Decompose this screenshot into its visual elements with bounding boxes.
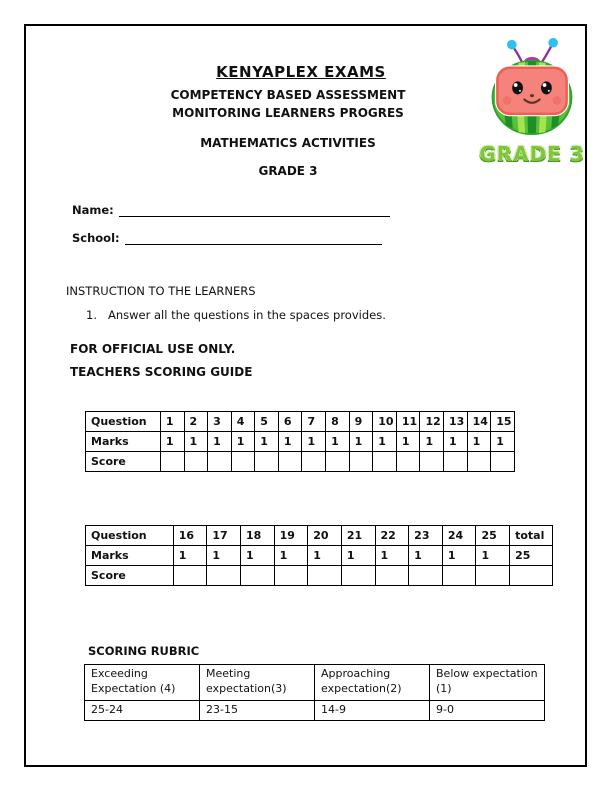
table-cell: Approaching expectation(2) (315, 665, 430, 701)
table-cell (326, 452, 350, 472)
table-cell (308, 566, 342, 586)
table-row (85, 665, 545, 701)
table-cell (207, 566, 241, 586)
school-write-line[interactable] (125, 232, 382, 245)
table-cell: 1 (160, 412, 184, 432)
table-cell: 1 (255, 432, 279, 452)
table-cell: 6 (278, 412, 302, 432)
table-cell: 25 (476, 526, 510, 546)
table-cell: 9 (349, 412, 373, 432)
table-cell (208, 452, 232, 472)
table-cell: 1 (274, 546, 308, 566)
table-cell (255, 452, 279, 472)
table-cell: 1 (326, 432, 350, 452)
table-row (86, 566, 553, 586)
table-cell (341, 566, 375, 586)
table-cell: 22 (375, 526, 409, 546)
table-cell (173, 566, 207, 586)
row-label-cell: Question (86, 526, 174, 546)
assessment-line: COMPETENCY BASED ASSESSMENT (170, 88, 406, 102)
table-cell: 25-24 (85, 701, 200, 721)
table-cell: 5 (255, 412, 279, 432)
instruction-text: Answer all the questions in the spaces provides. (108, 308, 386, 322)
row-label-cell: Marks (86, 432, 161, 452)
table-cell: 1 (240, 546, 274, 566)
table-cell: 10 (373, 412, 397, 432)
table-cell (302, 452, 326, 472)
score-table-q1-15 (85, 411, 515, 472)
table-cell: 23-15 (200, 701, 315, 721)
table-row (86, 412, 515, 432)
official-use-heading: FOR OFFICIAL USE ONLY. (70, 342, 236, 356)
table-cell: 24 (442, 526, 476, 546)
instruction-number: 1. (86, 308, 97, 322)
watermelon-character-icon (479, 36, 585, 136)
school-field (72, 231, 382, 245)
table-cell (396, 452, 420, 472)
grade-title: GRADE 3 (258, 164, 318, 178)
row-label-cell: Score (86, 452, 161, 472)
table-cell: 7 (302, 412, 326, 432)
table-cell: 1 (184, 432, 208, 452)
table-cell: 16 (173, 526, 207, 546)
table-cell: 3 (208, 412, 232, 432)
table-cell: 2 (184, 412, 208, 432)
table-cell (409, 566, 443, 586)
table-cell: 1 (375, 546, 409, 566)
table-cell: 12 (420, 412, 444, 432)
table-cell: 19 (274, 526, 308, 546)
table-cell (467, 452, 491, 472)
table-cell: 14-9 (315, 701, 430, 721)
table-cell: 1 (467, 432, 491, 452)
logo-block (476, 36, 588, 166)
table-cell: 23 (409, 526, 443, 546)
table-cell: 1 (409, 546, 443, 566)
table-cell: total (510, 526, 553, 546)
table-cell (375, 566, 409, 586)
table-row (86, 432, 515, 452)
monitoring-line: MONITORING LEARNERS PROGRES (172, 106, 404, 120)
header-block (60, 63, 516, 178)
scoring-guide-heading: TEACHERS SCORING GUIDE (70, 365, 253, 379)
table-cell (274, 566, 308, 586)
table-cell: 18 (240, 526, 274, 546)
table-cell: 1 (308, 546, 342, 566)
table-cell (231, 452, 255, 472)
score-table-q16-25 (85, 525, 553, 586)
table-cell (278, 452, 302, 472)
school-label: School: (72, 231, 120, 245)
table-cell (444, 452, 468, 472)
table-cell: 20 (308, 526, 342, 546)
table-cell: 1 (208, 432, 232, 452)
table-cell: 1 (349, 432, 373, 452)
table-cell: 4 (231, 412, 255, 432)
exam-title: KENYAPLEX EXAMS (216, 63, 386, 81)
instructions-heading: INSTRUCTION TO THE LEARNERS (66, 284, 256, 298)
scoring-rubric-table (84, 664, 545, 721)
name-label: Name: (72, 203, 114, 217)
scoring-rubric-heading: SCORING RUBRIC (88, 644, 200, 658)
name-write-line[interactable] (119, 204, 390, 217)
table-cell: 1 (160, 432, 184, 452)
table-cell: 1 (476, 546, 510, 566)
table-cell: 11 (396, 412, 420, 432)
table-cell: 1 (442, 546, 476, 566)
table-row (86, 452, 515, 472)
name-field (72, 203, 390, 217)
table-cell (184, 452, 208, 472)
table-cell: 1 (341, 546, 375, 566)
table-cell: 1 (207, 546, 241, 566)
table-cell: 13 (444, 412, 468, 432)
table-cell: 1 (231, 432, 255, 452)
table-cell (373, 452, 397, 472)
table-cell: 21 (341, 526, 375, 546)
table-cell: 1 (373, 432, 397, 452)
table-row (86, 526, 553, 546)
table-cell: 14 (467, 412, 491, 432)
table-cell (442, 566, 476, 586)
table-cell: 8 (326, 412, 350, 432)
table-cell (476, 566, 510, 586)
table-cell: Exceeding Expectation (4) (85, 665, 200, 701)
table-row (86, 546, 553, 566)
table-cell (160, 452, 184, 472)
table-cell (240, 566, 274, 586)
instruction-item (86, 308, 386, 322)
table-cell: 1 (491, 432, 515, 452)
table-cell: 15 (491, 412, 515, 432)
table-cell: 9-0 (430, 701, 545, 721)
logo-grade-caption: GRADE 3 (479, 142, 585, 166)
table-cell: 17 (207, 526, 241, 546)
table-cell: 1 (302, 432, 326, 452)
subject-title: MATHEMATICS ACTIVITIES (200, 136, 376, 150)
table-cell: 1 (420, 432, 444, 452)
table-cell: 1 (396, 432, 420, 452)
table-cell: 1 (444, 432, 468, 452)
table-row (85, 701, 545, 721)
table-cell (349, 452, 373, 472)
table-cell (491, 452, 515, 472)
table-cell (420, 452, 444, 472)
row-label-cell: Marks (86, 546, 174, 566)
table-cell: 1 (278, 432, 302, 452)
table-cell: 25 (510, 546, 553, 566)
table-cell: 1 (173, 546, 207, 566)
row-label-cell: Score (86, 566, 174, 586)
row-label-cell: Question (86, 412, 161, 432)
table-cell: Below expectation (1) (430, 665, 545, 701)
table-cell: Meeting expectation(3) (200, 665, 315, 701)
table-cell (510, 566, 553, 586)
